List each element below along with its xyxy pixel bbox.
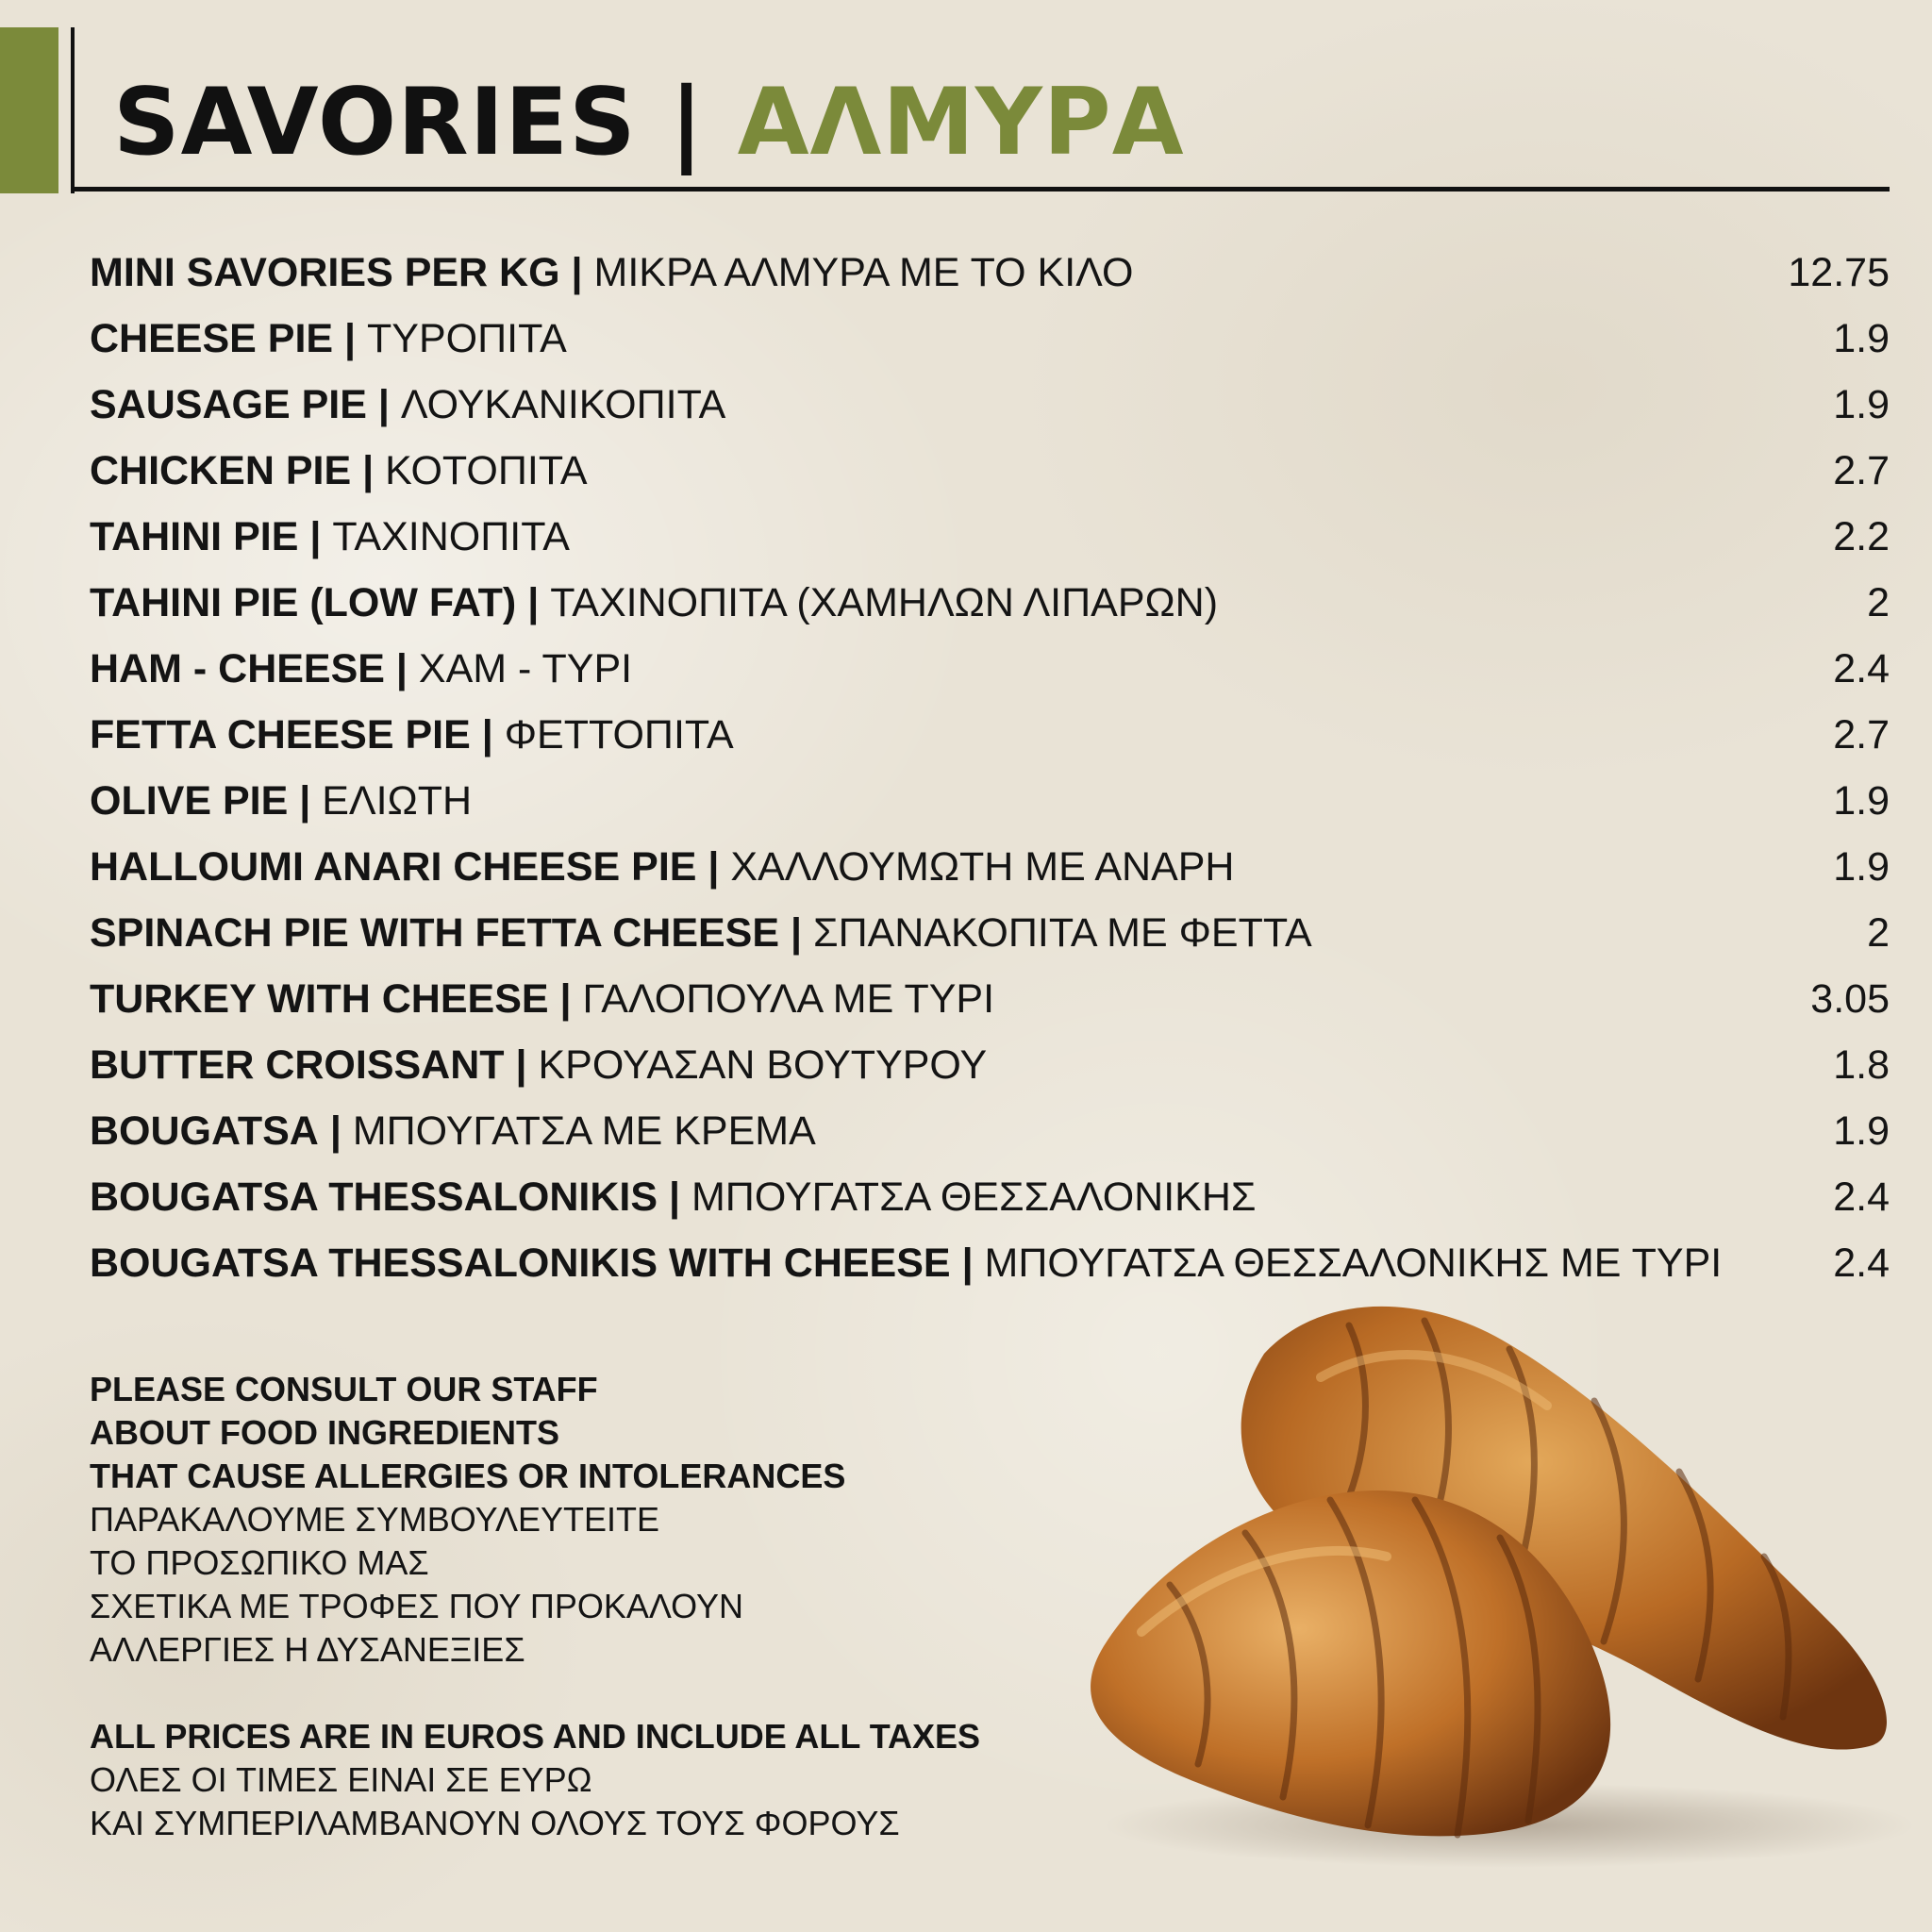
menu-item-name-en: OLIVE PIE (90, 778, 289, 824)
menu-item-name: FETTA CHEESE PIE | ΦΕΤΤΟΠΙΤΑ (90, 712, 734, 758)
menu-item-name-en: MINI SAVORIES PER KG (90, 250, 560, 295)
menu-item-name: HAM - CHEESE | ΧΑΜ - ΤΥΡΙ (90, 646, 633, 691)
menu-item-price: 1.9 (1833, 778, 1890, 824)
notes-spacer (90, 1672, 1033, 1715)
menu-item-price: 1.9 (1833, 844, 1890, 890)
menu-item-name-en: TURKEY WITH CHEESE (90, 976, 549, 1022)
menu-item-name-gr: ΜΠΟΥΓΑΤΣΑ ΘΕΣΣΑΛΟΝΙΚΗΣ ΜΕ ΤΥΡΙ (984, 1241, 1723, 1286)
allergy-note-gr: ΠΑΡΑΚΑΛΟΥΜΕ ΣΥΜΒΟΥΛΕΥΤΕΙΤΕ (90, 1500, 660, 1539)
menu-item-price: 2 (1867, 910, 1890, 956)
menu-item-name-gr: ΓΑΛΟΠΟΥΛΑ ΜΕ ΤΥΡΙ (582, 976, 995, 1022)
menu-item-name-en: BOUGATSA THESSALONIKIS (90, 1174, 658, 1220)
menu-item-price: 2.7 (1833, 712, 1890, 758)
menu-item-name-en: SAUSAGE PIE (90, 382, 367, 427)
menu-item (90, 966, 1890, 1032)
menu-item-name-gr: ΜΠΟΥΓΑΤΣΑ ΘΕΣΣΑΛΟΝΙΚΗΣ (691, 1174, 1257, 1220)
menu-item (90, 900, 1890, 966)
menu-item-price: 3.05 (1810, 976, 1890, 1022)
menu-item-name: BOUGATSA THESSALONIKIS | ΜΠΟΥΓΑΤΣΑ ΘΕΣΣΑΛΟΝΙΚΗΣ (90, 1174, 1257, 1220)
croissant-illustration (981, 1274, 1924, 1877)
prices-note-gr: ΚΑΙ ΣΥΜΠΕΡΙΛΑΜΒΑΝΟΥΝ ΟΛΟΥΣ ΤΟΥΣ ΦΟΡΟΥΣ (90, 1804, 900, 1842)
menu-item-name-en: CHICKEN PIE (90, 448, 352, 493)
menu-item-name-gr: ΦΕΤΤΟΠΙΤΑ (504, 712, 734, 758)
menu-item-price: 2.4 (1833, 646, 1890, 691)
menu-item-name: BUTTER CROISSANT | ΚΡΟΥΑΣΑΝ ΒΟΥΤΥΡΟΥ (90, 1042, 988, 1088)
menu-item-name-gr: ΤΑΧΙΝΟΠΙΤΑ (332, 514, 570, 559)
prices-note-gr: ΟΛΕΣ ΟΙ ΤΙΜΕΣ ΕΙΝΑΙ ΣΕ ΕΥΡΩ (90, 1760, 592, 1799)
menu-item-name-en: BOUGATSA THESSALONIKIS WITH CHEESE (90, 1241, 951, 1286)
allergy-note-en: ABOUT FOOD INGREDIENTS (90, 1413, 560, 1452)
menu-item-name: BOUGATSA THESSALONIKIS WITH CHEESE | ΜΠΟΥΓΑΤΣΑ ΘΕΣΣΑΛΟΝΙΚΗΣ ΜΕ ΤΥΡΙ (90, 1241, 1723, 1286)
menu-item-price: 1.9 (1833, 316, 1890, 361)
menu-item-name-gr: ΜΠΟΥΓΑΤΣΑ ΜΕ ΚΡΕΜΑ (352, 1108, 816, 1154)
title-separator: | (669, 69, 705, 176)
menu-item-name: TAHINI PIE | ΤΑΧΙΝΟΠΙΤΑ (90, 514, 570, 559)
menu-item-name: SAUSAGE PIE | ΛΟΥΚΑΝΙΚΟΠΙΤΑ (90, 382, 726, 427)
menu-item-price: 2.2 (1833, 514, 1890, 559)
page-title (113, 66, 1185, 179)
menu-item (90, 306, 1890, 372)
menu-item-name-en: SPINACH PIE WITH FETTA CHEESE (90, 910, 780, 956)
allergy-note-en: THAT CAUSE ALLERGIES OR INTOLERANCES (90, 1457, 846, 1495)
menu-item-name-gr: ΧΑΛΛΟΥΜΩΤΗ ΜΕ ΑΝΑΡΗ (730, 844, 1235, 890)
menu-item-price: 12.75 (1788, 250, 1890, 295)
menu-item-price: 2.4 (1833, 1241, 1890, 1286)
menu-item-price: 1.9 (1833, 1108, 1890, 1154)
menu-item-name-gr: ΕΛΙΩΤΗ (322, 778, 473, 824)
menu-item (90, 504, 1890, 570)
menu-item-name-en: BOUGATSA (90, 1108, 319, 1154)
menu-item-name: OLIVE PIE | ΕΛΙΩΤΗ (90, 778, 473, 824)
menu-item-name-gr: ΚΟΤΟΠΙΤΑ (385, 448, 588, 493)
menu-item-name-en: BUTTER CROISSANT (90, 1042, 505, 1088)
menu-item (90, 1164, 1890, 1230)
menu-item (90, 702, 1890, 768)
menu-item-name-gr: ΣΠΑΝΑΚΟΠΙΤΑ ΜΕ ΦΕΤΤΑ (812, 910, 1312, 956)
header-divider-vertical (71, 27, 75, 193)
menu-item-name-en: FETTA CHEESE PIE (90, 712, 471, 758)
menu-item-name-gr: ΚΡΟΥΑΣΑΝ ΒΟΥΤΥΡΟΥ (538, 1042, 988, 1088)
menu-item-name-gr: ΤΑΧΙΝΟΠΙΤΑ (ΧΑΜΗΛΩΝ ΛΙΠΑΡΩΝ) (550, 580, 1219, 625)
title-english: SAVORIES (113, 69, 637, 176)
menu-item-name-en: HALLOUMI ANARI CHEESE PIE (90, 844, 697, 890)
menu-item-name: BOUGATSA | ΜΠΟΥΓΑΤΣΑ ΜΕ ΚΡΕΜΑ (90, 1108, 816, 1154)
menu-item (90, 1032, 1890, 1098)
menu-item (90, 372, 1890, 438)
menu-item (90, 636, 1890, 702)
title-greek: ΑΛΜΥΡΑ (737, 69, 1185, 176)
menu-item-name: SPINACH PIE WITH FETTA CHEESE | ΣΠΑΝΑΚΟΠΙΤΑ ΜΕ ΦΕΤΤΑ (90, 910, 1312, 956)
menu-item-price: 2.7 (1833, 448, 1890, 493)
menu-item-name-en: TAHINI PIE (LOW FAT) (90, 580, 517, 625)
header-accent-bar (0, 27, 58, 193)
notes-section (90, 1368, 1033, 1845)
menu-item-name-en: HAM - CHEESE (90, 646, 385, 691)
allergy-note-gr: ΑΛΛΕΡΓΙΕΣ Η ΔΥΣΑΝΕΞΙΕΣ (90, 1630, 525, 1669)
menu-item-name-en: CHEESE PIE (90, 316, 334, 361)
menu-item (90, 1098, 1890, 1164)
header-divider-horizontal (71, 187, 1890, 192)
menu-item-name: MINI SAVORIES PER KG | ΜΙΚΡΑ ΑΛΜΥΡΑ ΜΕ ΤΟ ΚΙΛΟ (90, 250, 1134, 295)
menu-item-price: 1.8 (1833, 1042, 1890, 1088)
menu-item-price: 2 (1867, 580, 1890, 625)
menu-item-name: TURKEY WITH CHEESE | ΓΑΛΟΠΟΥΛΑ ΜΕ ΤΥΡΙ (90, 976, 995, 1022)
menu-item (90, 570, 1890, 636)
menu-item (90, 834, 1890, 900)
menu-item (90, 438, 1890, 504)
menu-item-name: CHICKEN PIE | ΚΟΤΟΠΙΤΑ (90, 448, 588, 493)
prices-note-en: ALL PRICES ARE IN EUROS AND INCLUDE ALL TAXES (90, 1717, 981, 1756)
menu-item-name: TAHINI PIE (LOW FAT) | ΤΑΧΙΝΟΠΙΤΑ (ΧΑΜΗΛΩΝ ΛΙΠΑΡΩΝ) (90, 580, 1219, 625)
menu-item-name-gr: ΛΟΥΚΑΝΙΚΟΠΙΤΑ (400, 382, 726, 427)
allergy-note-gr: ΣΧΕΤΙΚΑ ΜΕ ΤΡΟΦΕΣ ΠΟΥ ΠΡΟΚΑΛΟΥΝ (90, 1587, 744, 1625)
menu-list (90, 240, 1890, 1296)
menu-item (90, 768, 1890, 834)
menu-item-name: HALLOUMI ANARI CHEESE PIE | ΧΑΛΛΟΥΜΩΤΗ ΜΕ ΑΝΑΡΗ (90, 844, 1235, 890)
menu-item-price: 1.9 (1833, 382, 1890, 427)
allergy-note-gr: ΤΟ ΠΡΟΣΩΠΙΚΟ ΜΑΣ (90, 1543, 429, 1582)
menu-item (90, 240, 1890, 306)
menu-item-name-en: TAHINI PIE (90, 514, 299, 559)
menu-item-price: 2.4 (1833, 1174, 1890, 1220)
allergy-note-en: PLEASE CONSULT OUR STAFF (90, 1370, 598, 1408)
menu-item-name-gr: ΧΑΜ - ΤΥΡΙ (418, 646, 633, 691)
menu-item-name-gr: ΤΥΡΟΠΙΤΑ (367, 316, 567, 361)
croissant-icon (981, 1274, 1924, 1877)
menu-item-name-gr: ΜΙΚΡΑ ΑΛΜΥΡΑ ΜΕ ΤΟ ΚΙΛΟ (593, 250, 1134, 295)
menu-item-name: CHEESE PIE | ΤΥΡΟΠΙΤΑ (90, 316, 567, 361)
